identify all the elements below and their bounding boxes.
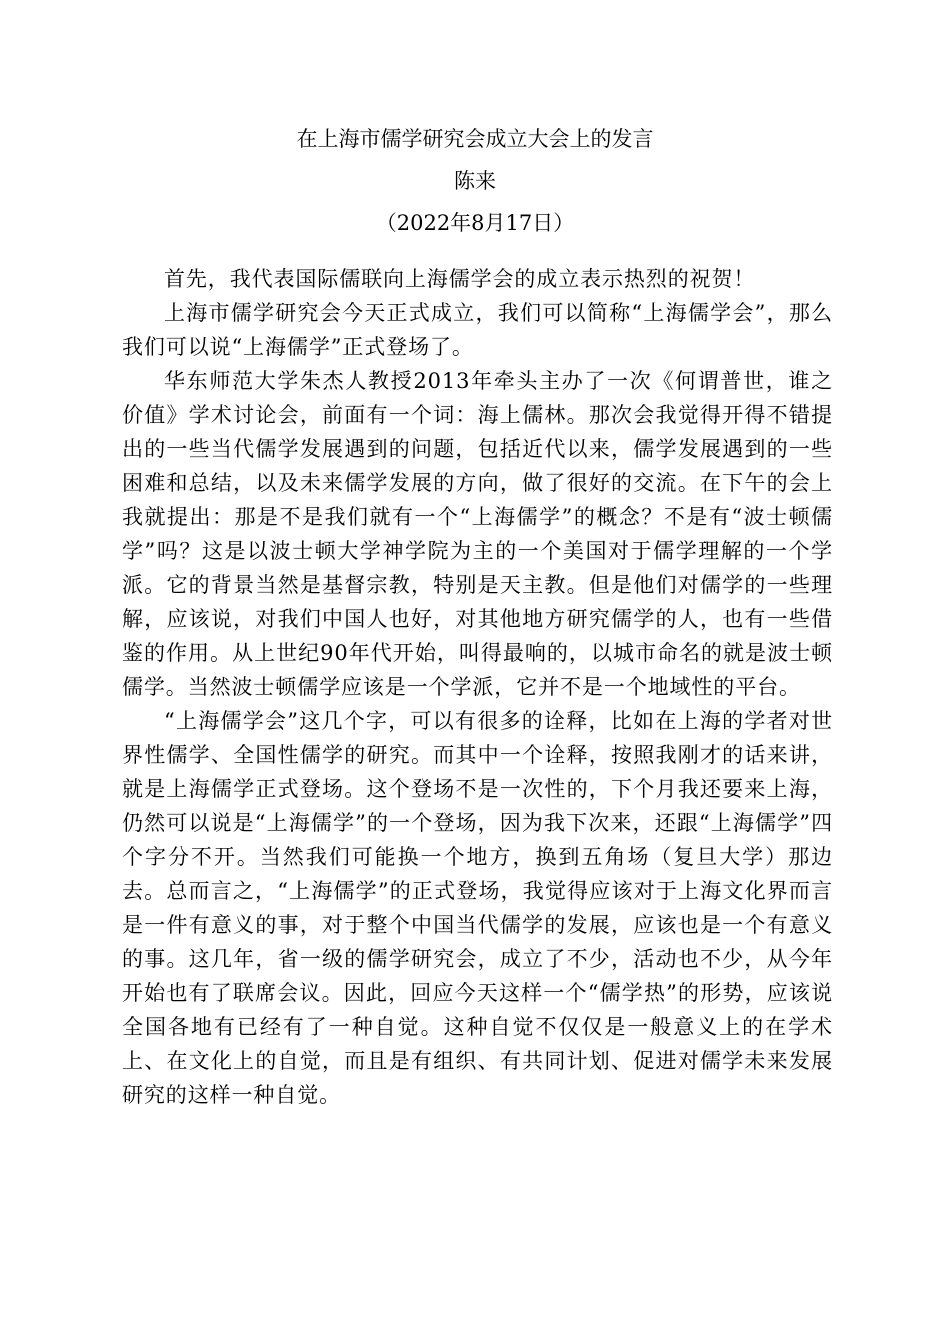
paragraph-2: 上海市儒学研究会今天正式成立，我们可以简称“上海儒学会”，那么我们可以说“上海儒学”正式登场了。 <box>122 301 833 359</box>
paragraph-4: “上海儒学会”这几个字，可以有很多的诠释，比如在上海的学者对世界性儒学、全国性儒学的研究。而其中一个诠释，按照我刚才的话来讲，就是上海儒学正式登场。这个登场不是一次性的，下个月我还要来上海，仍然可以说是“上海儒学”的一个登场，因为我下次来，还跟“上海儒学”四个字分不开。当然我们可能换一个地方，换到五角场（复旦大学）那边去。总而言之，“上海儒学”的正式登场，我觉得应该对于上海文化界而言是一件有意义的事，对于整个中国当代儒学的发展，应该也是一个有意义的事。这几年，省一级的儒学研究会，成立了不少，活动也不少，从今年开始也有了联席会议。因此，回应今天这样一个“儒学热”的形势，应该说全国各地有已经有了一种自觉。这种自觉不仅仅是一般意义上的在学术上、在文化上的自觉，而且是有组织、有共同计划、促进对儒学未来发展研究的这样一种自觉。 <box>122 709 833 1107</box>
paragraph-1: 首先，我代表国际儒联向上海儒学会的成立表示热烈的祝贺！ <box>164 267 756 291</box>
title-block <box>0 118 950 244</box>
document-body <box>122 262 833 1112</box>
document-author: 陈来 <box>454 169 496 193</box>
document-date: （2022年8月17日） <box>375 211 575 235</box>
document-title: 在上海市儒学研究会成立大会上的发言 <box>296 127 654 151</box>
paragraph-3: 华东师范大学朱杰人教授2013年牵头主办了一次《何谓普世，谁之价值》学术讨论会，前面有一个词：海上儒林。那次会我觉得开得不错提出的一些当代儒学发展遇到的问题，包括近代以来，儒学发展遇到的一些困难和总结，以及未来儒学发展的方向，做了很好的交流。在下午的会上我就提出：那是不是我们就有一个“上海儒学”的概念？不是有“波士顿儒学”吗？这是以波士顿大学神学院为主的一个美国对于儒学理解的一个学派。它的背景当然是基督宗教，特别是天主教。但是他们对儒学的一些理解，应该说，对我们中国人也好，对其他地方研究儒学的人，也有一些借鉴的作用。从上世纪90年代开始，叫得最响的，以城市命名的就是波士顿儒学。当然波士顿儒学应该是一个学派，它并不是一个地域性的平台。 <box>122 369 833 699</box>
